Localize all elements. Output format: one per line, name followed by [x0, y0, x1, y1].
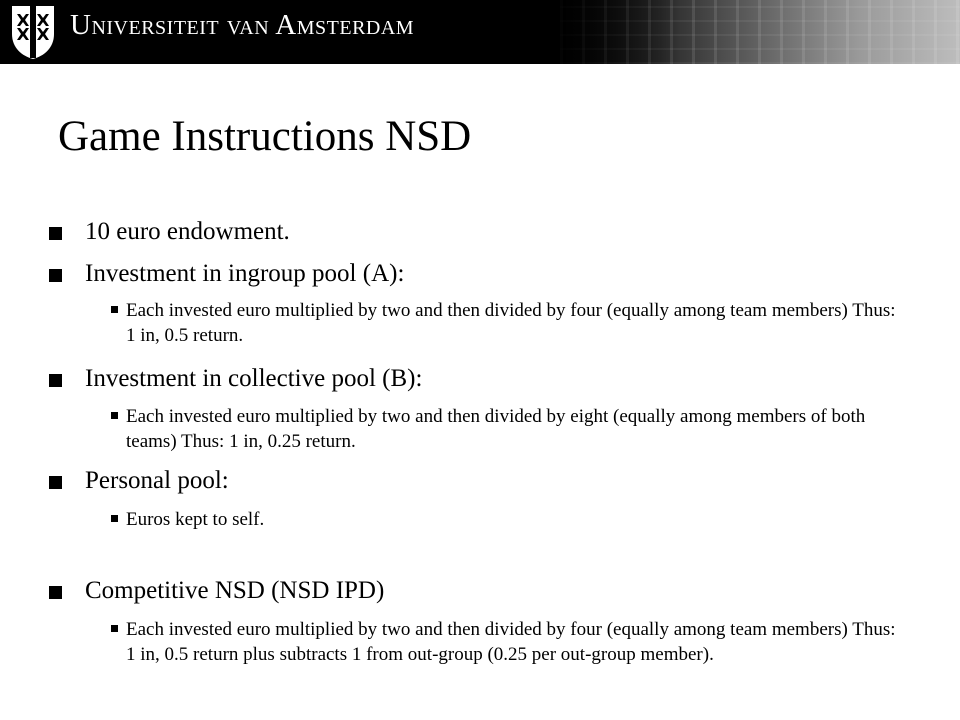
university-shield-logo-icon: [10, 4, 56, 60]
sub-bullet-text: Each invested euro multiplied by two and then divided by eight (equally among members of both teams) Thus: 1 in, 0.25 return.: [126, 406, 866, 452]
square-bullet-icon: [49, 227, 62, 240]
header-banner: [0, 0, 960, 64]
square-bullet-icon: [49, 374, 62, 387]
sub-bullet-personal-detail: [126, 507, 906, 532]
bullet-collective-pool: [85, 364, 422, 394]
university-name: Universiteit van Amsterdam: [70, 9, 415, 41]
bullet-competitive-nsd: [85, 576, 384, 606]
sub-bullet-text: Each invested euro multiplied by two and then divided by four (equally among team members) Thus: 1 in, 0.5 return.: [126, 300, 896, 346]
small-square-bullet-icon: [111, 515, 118, 522]
sub-bullet-ingroup-detail: [126, 298, 906, 348]
bullet-personal-pool: [85, 466, 229, 496]
sub-bullet-text: Each invested euro multiplied by two and then divided by four (equally among team members) Thus: 1 in, 0.5 return plus subtracts 1 from out-group (0.25 per out-group member).: [126, 619, 896, 665]
square-bullet-icon: [49, 476, 62, 489]
small-square-bullet-icon: [111, 412, 118, 419]
bullet-text: 10 euro endowment.: [85, 218, 290, 245]
small-square-bullet-icon: [111, 625, 118, 632]
slide-title: Game Instructions NSD: [58, 113, 472, 160]
small-square-bullet-icon: [111, 306, 118, 313]
bullet-text: Competitive NSD (NSD IPD): [85, 577, 385, 604]
sub-bullet-text: Euros kept to self.: [126, 509, 265, 530]
bullet-text: Personal pool:: [85, 467, 229, 494]
bullet-text: Investment in ingroup pool (A):: [85, 260, 405, 287]
bullet-endowment: [85, 217, 290, 247]
square-bullet-icon: [49, 269, 62, 282]
sub-bullet-competitive-detail: [126, 617, 906, 667]
header-photo-fade: [540, 0, 680, 64]
square-bullet-icon: [49, 586, 62, 599]
bullet-ingroup-pool: [85, 259, 404, 289]
bullet-text: Investment in collective pool (B):: [85, 365, 423, 392]
sub-bullet-collective-detail: [126, 404, 906, 454]
